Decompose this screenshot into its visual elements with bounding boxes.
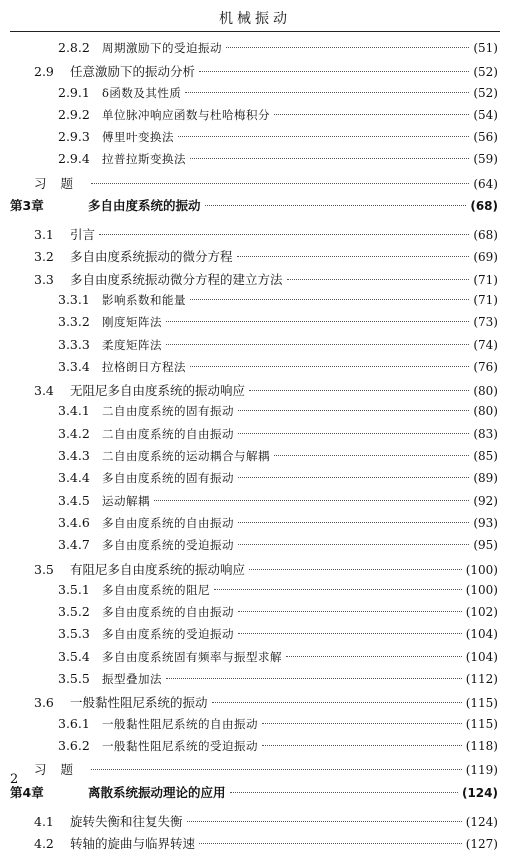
toc-entry-number: 2.9 [34, 64, 54, 80]
toc-entry[interactable] [10, 85, 498, 107]
toc-entry-page: (74) [473, 337, 498, 352]
toc-entry[interactable] [10, 560, 498, 582]
table-of-contents [10, 40, 498, 856]
toc-entry-page: (127) [465, 836, 498, 851]
toc-entry-page: (68) [470, 199, 498, 214]
toc-entry-number: 3.5.3 [58, 626, 90, 642]
toc-entry-page: (71) [473, 292, 498, 307]
toc-entry[interactable] [10, 515, 498, 537]
toc-entry-title: 影响系数和能量 [102, 292, 186, 307]
toc-entry-title: 傅里叶变换法 [102, 130, 174, 145]
toc-entry-page: (59) [473, 152, 498, 167]
toc-entry-page: (71) [473, 272, 498, 287]
toc-entry-title: 二自由度系统的自由振动 [102, 426, 234, 441]
toc-entry-title: 刚度矩阵法 [102, 315, 162, 330]
toc-entry-page: (118) [465, 738, 498, 753]
toc-entry-page: (124) [461, 785, 498, 800]
toc-entry-number: 3.4.5 [58, 492, 90, 508]
toc-entry-title: 无阻尼多自由度系统的振动响应 [70, 383, 246, 399]
toc-entry-title: 拉普拉斯变换法 [102, 152, 186, 167]
toc-entry-title: 有阻尼多自由度系统的振动响应 [70, 561, 246, 577]
toc-entry-number: 2.9.2 [58, 106, 90, 122]
toc-entry-title: 引言 [70, 227, 96, 243]
toc-entry-title: 振型叠加法 [102, 672, 162, 687]
toc-entry[interactable] [10, 381, 498, 403]
toc-entry-number: 3.4.3 [58, 448, 90, 464]
toc-entry-number: 3.5.2 [58, 604, 90, 620]
dot-leader [238, 611, 462, 612]
dot-leader [178, 136, 469, 137]
toc-entry-title: 周期激励下的受迫振动 [102, 41, 222, 55]
toc-entry-title: 二自由度系统的运动耦合与解耦 [102, 449, 270, 464]
toc-entry[interactable] [10, 247, 498, 269]
toc-entry-page: (115) [465, 696, 498, 711]
toc-entry-number: 3.4 [34, 383, 54, 399]
toc-entry-number: 3.3.3 [58, 336, 90, 352]
toc-entry-title: 习题 [34, 762, 88, 778]
toc-entry-title: 离散系统振动理论的应用 [88, 784, 226, 800]
toc-entry-number: 3.4.7 [58, 537, 90, 553]
toc-entry[interactable] [10, 537, 498, 559]
toc-entry-number: 3.6.1 [58, 715, 90, 731]
toc-entry-title: 多自由度系统的自由振动 [102, 515, 234, 530]
toc-exercise-entry[interactable] [10, 760, 498, 782]
toc-entry-number: 3.4.6 [58, 514, 90, 530]
toc-entry[interactable] [10, 649, 498, 671]
toc-entry-title: 习题 [34, 175, 88, 191]
dot-leader [212, 702, 462, 703]
toc-entry-title: 多自由度系统振动的微分方程 [70, 249, 233, 265]
toc-entry[interactable] [10, 604, 498, 626]
toc-entry[interactable] [10, 582, 498, 604]
toc-entry-page: (69) [473, 250, 498, 265]
dot-leader [154, 500, 469, 501]
toc-entry-title: 多自由度系统的受迫振动 [102, 627, 234, 642]
toc-entry-title: 多自由度系统的受迫振动 [102, 538, 234, 553]
toc-entry-page: (51) [473, 41, 498, 55]
dot-leader [187, 821, 462, 822]
toc-entry-number: 3.4.1 [58, 403, 90, 419]
toc-entry-title: 柔度矩阵法 [102, 337, 162, 352]
toc-entry[interactable] [10, 270, 498, 292]
toc-entry[interactable] [10, 448, 498, 470]
dot-leader [286, 656, 462, 657]
toc-entry[interactable] [10, 716, 498, 738]
toc-entry[interactable] [10, 314, 498, 336]
dot-leader [214, 589, 462, 590]
toc-entry-title: 任意激励下的振动分析 [70, 64, 196, 80]
header-rule [10, 31, 500, 32]
toc-entry-title: δ函数及其性质 [102, 85, 182, 100]
toc-entry-page: (95) [473, 538, 498, 553]
toc-entry-number: 第3章 [10, 198, 44, 214]
toc-entry-page: (52) [473, 85, 498, 100]
dot-leader [238, 544, 469, 545]
dot-leader [190, 299, 469, 300]
toc-entry-number: 3.6.2 [58, 737, 90, 753]
toc-entry-title: 拉格朗日方程法 [102, 359, 186, 374]
toc-entry-page: (115) [465, 716, 498, 731]
toc-entry-title: 单位脉冲响应函数与杜哈梅积分 [102, 107, 270, 122]
toc-exercise-entry[interactable] [10, 174, 498, 196]
running-header: 机械振动 [219, 11, 291, 27]
toc-entry[interactable] [10, 359, 498, 381]
toc-entry-page: (89) [473, 471, 498, 486]
dot-leader [230, 792, 458, 793]
dot-leader [249, 390, 469, 391]
toc-entry-number: 2.9.3 [58, 129, 90, 145]
toc-entry-number: 2.8.2 [58, 40, 90, 55]
toc-entry[interactable] [10, 626, 498, 648]
toc-entry-number: 3.5.5 [58, 671, 90, 687]
dot-leader [199, 71, 469, 72]
toc-entry-title: 一般黏性阻尼系统的振动 [70, 695, 208, 711]
toc-entry-page: (80) [473, 404, 498, 419]
toc-entry-page: (104) [465, 627, 498, 642]
toc-entry-page: (124) [465, 814, 498, 829]
page-number: 2 [10, 772, 19, 787]
toc-entry-number: 3.5.1 [58, 581, 90, 597]
dot-leader [185, 92, 469, 93]
dot-leader [238, 633, 462, 634]
toc-entry-page: (64) [473, 176, 498, 191]
toc-entry-number: 3.3 [34, 271, 54, 287]
toc-entry[interactable] [10, 493, 498, 515]
dot-leader [238, 522, 469, 523]
toc-chapter-entry[interactable] [10, 196, 498, 221]
toc-chapter-entry[interactable] [10, 783, 498, 808]
dot-leader [199, 843, 462, 844]
toc-entry-number: 3.5.4 [58, 648, 90, 664]
toc-entry-title: 多自由度系统的振动 [88, 198, 201, 214]
dot-leader [166, 344, 469, 345]
toc-entry[interactable] [10, 834, 498, 856]
dot-leader [238, 410, 469, 411]
dot-leader [166, 678, 462, 679]
toc-entry-page: (102) [465, 605, 498, 620]
toc-entry-title: 多自由度系统固有频率与振型求解 [102, 649, 282, 664]
toc-entry-number: 4.1 [34, 813, 54, 829]
toc-entry-number: 3.3.1 [58, 291, 90, 307]
toc-entry[interactable] [10, 403, 498, 425]
dot-leader [226, 47, 469, 48]
dot-leader [262, 723, 462, 724]
toc-entry-page: (93) [473, 515, 498, 530]
dot-leader [287, 279, 470, 280]
toc-entry[interactable] [10, 337, 498, 359]
toc-entry-number: 第4章 [10, 784, 44, 800]
dot-leader [274, 114, 469, 115]
dot-leader [166, 321, 469, 322]
dot-leader [237, 256, 470, 257]
toc-entry-title: 多自由度系统振动微分方程的建立方法 [70, 271, 283, 287]
toc-entry-page: (83) [473, 426, 498, 441]
toc-entry-title: 多自由度系统的阻尼 [102, 582, 210, 597]
toc-entry-number: 3.1 [34, 227, 54, 243]
dot-leader [91, 183, 469, 184]
dot-leader [238, 477, 469, 478]
toc-entry-page: (54) [473, 107, 498, 122]
toc-entry-page: (73) [473, 315, 498, 330]
toc-entry-page: (76) [473, 359, 498, 374]
toc-entry-page: (92) [473, 493, 498, 508]
toc-entry[interactable] [10, 62, 498, 84]
dot-leader [249, 569, 462, 570]
toc-entry-title: 多自由度系统的固有振动 [102, 471, 234, 486]
toc-entry[interactable] [10, 107, 498, 129]
toc-entry-page: (85) [473, 449, 498, 464]
dot-leader [190, 158, 469, 159]
toc-entry-page: (119) [465, 763, 498, 778]
toc-entry-title: 二自由度系统的固有振动 [102, 404, 234, 419]
dot-leader [190, 366, 469, 367]
toc-entry-title: 多自由度系统的自由振动 [102, 605, 234, 620]
toc-entry-page: (68) [473, 228, 498, 243]
toc-entry-title: 一般黏性阻尼系统的受迫振动 [102, 738, 258, 753]
toc-entry[interactable] [10, 671, 498, 693]
toc-entry-number: 3.3.2 [58, 314, 90, 330]
toc-entry-number: 3.5 [34, 561, 54, 577]
toc-entry[interactable] [10, 693, 498, 715]
dot-leader [205, 205, 467, 206]
toc-entry-number: 3.4.2 [58, 425, 90, 441]
toc-entry[interactable] [10, 812, 498, 834]
toc-entry-page: (104) [465, 649, 498, 664]
toc-entry-page: (112) [465, 672, 498, 687]
toc-entry-page: (56) [473, 130, 498, 145]
toc-entry-number: 3.4.4 [58, 470, 90, 486]
toc-entry-title: 运动解耦 [102, 493, 150, 508]
toc-entry-page: (52) [473, 65, 498, 80]
dot-leader [238, 433, 469, 434]
toc-entry-title: 旋转失衡和往复失衡 [70, 813, 183, 829]
toc-entry-page: (80) [473, 384, 498, 399]
toc-entry-page: (100) [465, 582, 498, 597]
toc-entry[interactable] [10, 426, 498, 448]
toc-entry-number: 3.2 [34, 249, 54, 265]
toc-entry-title: 一般黏性阻尼系统的自由振动 [102, 716, 258, 731]
toc-entry-number: 4.2 [34, 835, 54, 851]
toc-entry-number: 3.6 [34, 695, 54, 711]
toc-entry-number: 2.9.1 [58, 84, 90, 100]
toc-entry-page: (100) [465, 562, 498, 577]
toc-entry-number: 3.3.4 [58, 358, 90, 374]
dot-leader [91, 769, 462, 770]
toc-entry-title: 转轴的旋曲与临界转速 [70, 835, 196, 851]
toc-entry[interactable] [10, 738, 498, 760]
toc-entry-number: 2.9.4 [58, 151, 90, 167]
toc-entry[interactable] [10, 470, 498, 492]
toc-entry[interactable] [10, 225, 498, 247]
toc-entry[interactable] [10, 292, 498, 314]
toc-entry[interactable] [10, 40, 498, 62]
toc-entry[interactable] [10, 129, 498, 151]
dot-leader [274, 455, 469, 456]
dot-leader [99, 234, 469, 235]
toc-entry[interactable] [10, 151, 498, 173]
dot-leader [262, 745, 462, 746]
